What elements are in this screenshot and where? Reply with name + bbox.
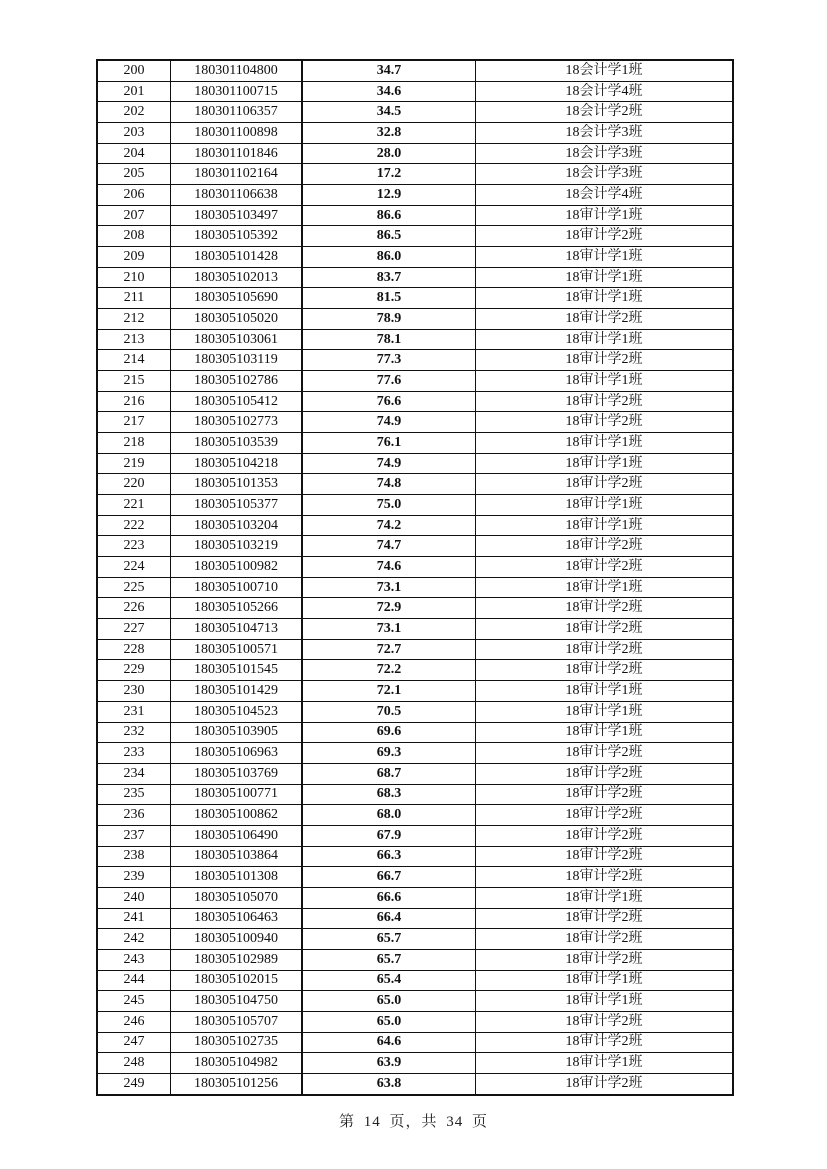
score-cell: 78.9 <box>302 309 476 330</box>
score-cell: 66.4 <box>302 908 476 929</box>
rank-cell: 227 <box>97 619 171 640</box>
total-pages-number: 34 <box>446 1114 464 1130</box>
class-cell: 18审计学2班 <box>476 598 734 619</box>
score-cell: 65.7 <box>302 949 476 970</box>
table-row <box>97 1053 733 1074</box>
rank-cell: 229 <box>97 660 171 681</box>
score-cell: 76.6 <box>302 391 476 412</box>
rank-cell: 238 <box>97 846 171 867</box>
score-cell: 34.6 <box>302 81 476 102</box>
score-cell: 78.1 <box>302 329 476 350</box>
rank-cell: 214 <box>97 350 171 371</box>
student-id-cell: 180305105412 <box>171 391 303 412</box>
class-cell: 18审计学2班 <box>476 805 734 826</box>
score-cell: 64.6 <box>302 1032 476 1053</box>
rank-cell: 220 <box>97 474 171 495</box>
score-cell: 72.1 <box>302 681 476 702</box>
score-cell: 74.9 <box>302 412 476 433</box>
rank-cell: 235 <box>97 784 171 805</box>
page-footer <box>0 1110 827 1131</box>
student-id-cell: 180305102786 <box>171 371 303 392</box>
class-cell: 18审计学2班 <box>476 743 734 764</box>
class-cell: 18审计学1班 <box>476 288 734 309</box>
class-cell: 18审计学2班 <box>476 825 734 846</box>
table-row <box>97 205 733 226</box>
class-cell: 18审计学2班 <box>476 1073 734 1094</box>
table-row <box>97 247 733 268</box>
class-cell: 18审计学2班 <box>476 763 734 784</box>
student-id-cell: 180301106638 <box>171 185 303 206</box>
table-row <box>97 226 733 247</box>
student-id-cell: 180301106357 <box>171 102 303 123</box>
table-row <box>97 81 733 102</box>
table-row <box>97 536 733 557</box>
student-id-cell: 180305103219 <box>171 536 303 557</box>
rank-cell: 236 <box>97 805 171 826</box>
table-row <box>97 991 733 1012</box>
student-id-cell: 180301102164 <box>171 164 303 185</box>
table-row <box>97 288 733 309</box>
class-cell: 18审计学2班 <box>476 309 734 330</box>
class-cell: 18审计学1班 <box>476 722 734 743</box>
rank-cell: 228 <box>97 639 171 660</box>
student-id-cell: 180305102989 <box>171 949 303 970</box>
class-cell: 18审计学1班 <box>476 267 734 288</box>
score-cell: 86.6 <box>302 205 476 226</box>
class-cell: 18审计学2班 <box>476 639 734 660</box>
rank-cell: 223 <box>97 536 171 557</box>
student-id-cell: 180305105392 <box>171 226 303 247</box>
rank-cell: 219 <box>97 453 171 474</box>
table-row <box>97 143 733 164</box>
table-row <box>97 123 733 144</box>
class-cell: 18审计学2班 <box>476 474 734 495</box>
rank-cell: 200 <box>97 60 171 81</box>
score-cell: 65.0 <box>302 991 476 1012</box>
table-row <box>97 639 733 660</box>
student-id-cell: 180305104750 <box>171 991 303 1012</box>
student-id-cell: 180301104800 <box>171 60 303 81</box>
footer-prefix: 第 <box>338 1114 355 1130</box>
table-row <box>97 743 733 764</box>
table-row <box>97 391 733 412</box>
rank-cell: 215 <box>97 371 171 392</box>
score-table <box>96 59 734 1096</box>
class-cell: 18审计学2班 <box>476 557 734 578</box>
table-row <box>97 1032 733 1053</box>
student-id-cell: 180301100898 <box>171 123 303 144</box>
table-row <box>97 701 733 722</box>
score-cell: 69.6 <box>302 722 476 743</box>
score-cell: 63.9 <box>302 1053 476 1074</box>
class-cell: 18审计学1班 <box>476 433 734 454</box>
table-row <box>97 515 733 536</box>
class-cell: 18审计学1班 <box>476 681 734 702</box>
rank-cell: 237 <box>97 825 171 846</box>
class-cell: 18审计学2班 <box>476 660 734 681</box>
score-cell: 74.8 <box>302 474 476 495</box>
class-cell: 18审计学1班 <box>476 701 734 722</box>
class-cell: 18审计学2班 <box>476 908 734 929</box>
rank-cell: 249 <box>97 1073 171 1094</box>
rank-cell: 222 <box>97 515 171 536</box>
student-id-cell: 180305102013 <box>171 267 303 288</box>
score-cell: 70.5 <box>302 701 476 722</box>
score-cell: 66.6 <box>302 887 476 908</box>
score-cell: 83.7 <box>302 267 476 288</box>
student-id-cell: 180305101353 <box>171 474 303 495</box>
table-row <box>97 557 733 578</box>
score-cell: 81.5 <box>302 288 476 309</box>
table-row <box>97 1073 733 1094</box>
score-cell: 34.7 <box>302 60 476 81</box>
rank-cell: 241 <box>97 908 171 929</box>
current-page-number: 14 <box>363 1114 381 1130</box>
score-cell: 72.2 <box>302 660 476 681</box>
student-id-cell: 180305102015 <box>171 970 303 991</box>
table-row <box>97 329 733 350</box>
score-cell: 74.6 <box>302 557 476 578</box>
table-row <box>97 846 733 867</box>
rank-cell: 240 <box>97 887 171 908</box>
student-id-cell: 180301100715 <box>171 81 303 102</box>
table-row <box>97 1011 733 1032</box>
class-cell: 18审计学2班 <box>476 784 734 805</box>
student-id-cell: 180305105266 <box>171 598 303 619</box>
rank-cell: 208 <box>97 226 171 247</box>
table-row <box>97 60 733 81</box>
score-cell: 68.0 <box>302 805 476 826</box>
score-cell: 68.3 <box>302 784 476 805</box>
table-row <box>97 784 733 805</box>
rank-cell: 203 <box>97 123 171 144</box>
score-cell: 63.8 <box>302 1073 476 1094</box>
table-row <box>97 371 733 392</box>
class-cell: 18审计学2班 <box>476 391 734 412</box>
table-row <box>97 350 733 371</box>
class-cell: 18审计学1班 <box>476 991 734 1012</box>
table-row <box>97 805 733 826</box>
student-id-cell: 180305103204 <box>171 515 303 536</box>
student-id-cell: 180305101308 <box>171 867 303 888</box>
class-cell: 18审计学2班 <box>476 1011 734 1032</box>
class-cell: 18审计学1班 <box>476 247 734 268</box>
student-id-cell: 180305104982 <box>171 1053 303 1074</box>
class-cell: 18审计学2班 <box>476 619 734 640</box>
rank-cell: 212 <box>97 309 171 330</box>
class-cell: 18审计学2班 <box>476 226 734 247</box>
score-cell: 72.7 <box>302 639 476 660</box>
footer-total-suffix: 页 <box>472 1114 489 1130</box>
table-row <box>97 267 733 288</box>
rank-cell: 221 <box>97 495 171 516</box>
table-row <box>97 867 733 888</box>
class-cell: 18审计学2班 <box>476 846 734 867</box>
score-cell: 67.9 <box>302 825 476 846</box>
table-row <box>97 660 733 681</box>
score-cell: 28.0 <box>302 143 476 164</box>
class-cell: 18审计学1班 <box>476 1053 734 1074</box>
score-cell: 32.8 <box>302 123 476 144</box>
rank-cell: 210 <box>97 267 171 288</box>
student-id-cell: 180305102773 <box>171 412 303 433</box>
rank-cell: 205 <box>97 164 171 185</box>
score-cell: 74.9 <box>302 453 476 474</box>
score-table-body <box>97 60 733 1095</box>
student-id-cell: 180305100710 <box>171 577 303 598</box>
student-id-cell: 180305105707 <box>171 1011 303 1032</box>
class-cell: 18审计学2班 <box>476 1032 734 1053</box>
class-cell: 18审计学1班 <box>476 970 734 991</box>
class-cell: 18审计学2班 <box>476 867 734 888</box>
rank-cell: 243 <box>97 949 171 970</box>
student-id-cell: 180305103769 <box>171 763 303 784</box>
table-row <box>97 763 733 784</box>
student-id-cell: 180305100982 <box>171 557 303 578</box>
student-id-cell: 180305105070 <box>171 887 303 908</box>
rank-cell: 233 <box>97 743 171 764</box>
rank-cell: 206 <box>97 185 171 206</box>
student-id-cell: 180305102735 <box>171 1032 303 1053</box>
score-cell: 66.7 <box>302 867 476 888</box>
table-row <box>97 577 733 598</box>
score-cell: 66.3 <box>302 846 476 867</box>
rank-cell: 242 <box>97 929 171 950</box>
table-row <box>97 825 733 846</box>
class-cell: 18审计学1班 <box>476 329 734 350</box>
class-cell: 18会计学4班 <box>476 81 734 102</box>
rank-cell: 230 <box>97 681 171 702</box>
class-cell: 18审计学2班 <box>476 412 734 433</box>
class-cell: 18会计学3班 <box>476 143 734 164</box>
table-row <box>97 681 733 702</box>
rank-cell: 244 <box>97 970 171 991</box>
score-cell: 65.0 <box>302 1011 476 1032</box>
rank-cell: 207 <box>97 205 171 226</box>
score-cell: 77.3 <box>302 350 476 371</box>
table-row <box>97 970 733 991</box>
student-id-cell: 180305103061 <box>171 329 303 350</box>
score-cell: 12.9 <box>302 185 476 206</box>
score-cell: 73.1 <box>302 577 476 598</box>
rank-cell: 231 <box>97 701 171 722</box>
class-cell: 18会计学3班 <box>476 164 734 185</box>
score-cell: 75.0 <box>302 495 476 516</box>
student-id-cell: 180305106490 <box>171 825 303 846</box>
class-cell: 18审计学1班 <box>476 205 734 226</box>
footer-page-suffix: 页，共 <box>389 1114 438 1130</box>
student-id-cell: 180305103119 <box>171 350 303 371</box>
student-id-cell: 180305100940 <box>171 929 303 950</box>
student-id-cell: 180305104713 <box>171 619 303 640</box>
student-id-cell: 180305103497 <box>171 205 303 226</box>
rank-cell: 202 <box>97 102 171 123</box>
class-cell: 18审计学2班 <box>476 949 734 970</box>
score-cell: 65.7 <box>302 929 476 950</box>
rank-cell: 246 <box>97 1011 171 1032</box>
student-id-cell: 180305104523 <box>171 701 303 722</box>
rank-cell: 209 <box>97 247 171 268</box>
table-row <box>97 949 733 970</box>
score-cell: 65.4 <box>302 970 476 991</box>
score-cell: 17.2 <box>302 164 476 185</box>
rank-cell: 213 <box>97 329 171 350</box>
student-id-cell: 180305105377 <box>171 495 303 516</box>
table-row <box>97 908 733 929</box>
class-cell: 18审计学2班 <box>476 929 734 950</box>
table-row <box>97 722 733 743</box>
student-id-cell: 180305101428 <box>171 247 303 268</box>
class-cell: 18审计学1班 <box>476 887 734 908</box>
student-id-cell: 180305100862 <box>171 805 303 826</box>
class-cell: 18会计学1班 <box>476 60 734 81</box>
score-cell: 76.1 <box>302 433 476 454</box>
student-id-cell: 180305105020 <box>171 309 303 330</box>
table-row <box>97 185 733 206</box>
score-cell: 77.6 <box>302 371 476 392</box>
score-cell: 86.5 <box>302 226 476 247</box>
score-cell: 72.9 <box>302 598 476 619</box>
student-id-cell: 180305105690 <box>171 288 303 309</box>
class-cell: 18审计学1班 <box>476 577 734 598</box>
class-cell: 18审计学1班 <box>476 453 734 474</box>
rank-cell: 216 <box>97 391 171 412</box>
rank-cell: 218 <box>97 433 171 454</box>
rank-cell: 226 <box>97 598 171 619</box>
table-row <box>97 309 733 330</box>
table-row <box>97 453 733 474</box>
score-cell: 74.2 <box>302 515 476 536</box>
rank-cell: 248 <box>97 1053 171 1074</box>
score-cell: 68.7 <box>302 763 476 784</box>
rank-cell: 225 <box>97 577 171 598</box>
student-id-cell: 180305101429 <box>171 681 303 702</box>
table-row <box>97 887 733 908</box>
class-cell: 18审计学1班 <box>476 515 734 536</box>
table-row <box>97 102 733 123</box>
table-row <box>97 598 733 619</box>
class-cell: 18审计学1班 <box>476 371 734 392</box>
table-row <box>97 412 733 433</box>
table-row <box>97 433 733 454</box>
student-id-cell: 180305101256 <box>171 1073 303 1094</box>
table-row <box>97 474 733 495</box>
student-id-cell: 180305100771 <box>171 784 303 805</box>
score-cell: 69.3 <box>302 743 476 764</box>
table-row <box>97 164 733 185</box>
student-id-cell: 180305104218 <box>171 453 303 474</box>
class-cell: 18审计学1班 <box>476 495 734 516</box>
student-id-cell: 180305103539 <box>171 433 303 454</box>
class-cell: 18审计学2班 <box>476 350 734 371</box>
score-cell: 74.7 <box>302 536 476 557</box>
rank-cell: 217 <box>97 412 171 433</box>
score-cell: 86.0 <box>302 247 476 268</box>
class-cell: 18审计学2班 <box>476 536 734 557</box>
rank-cell: 232 <box>97 722 171 743</box>
student-id-cell: 180301101846 <box>171 143 303 164</box>
rank-cell: 239 <box>97 867 171 888</box>
score-cell: 73.1 <box>302 619 476 640</box>
student-id-cell: 180305106463 <box>171 908 303 929</box>
student-id-cell: 180305101545 <box>171 660 303 681</box>
class-cell: 18会计学4班 <box>476 185 734 206</box>
table-row <box>97 495 733 516</box>
rank-cell: 204 <box>97 143 171 164</box>
student-id-cell: 180305103864 <box>171 846 303 867</box>
rank-cell: 245 <box>97 991 171 1012</box>
student-id-cell: 180305103905 <box>171 722 303 743</box>
rank-cell: 247 <box>97 1032 171 1053</box>
score-cell: 34.5 <box>302 102 476 123</box>
student-id-cell: 180305106963 <box>171 743 303 764</box>
rank-cell: 201 <box>97 81 171 102</box>
rank-cell: 224 <box>97 557 171 578</box>
table-row <box>97 619 733 640</box>
class-cell: 18会计学3班 <box>476 123 734 144</box>
student-id-cell: 180305100571 <box>171 639 303 660</box>
class-cell: 18会计学2班 <box>476 102 734 123</box>
table-row <box>97 929 733 950</box>
rank-cell: 211 <box>97 288 171 309</box>
rank-cell: 234 <box>97 763 171 784</box>
